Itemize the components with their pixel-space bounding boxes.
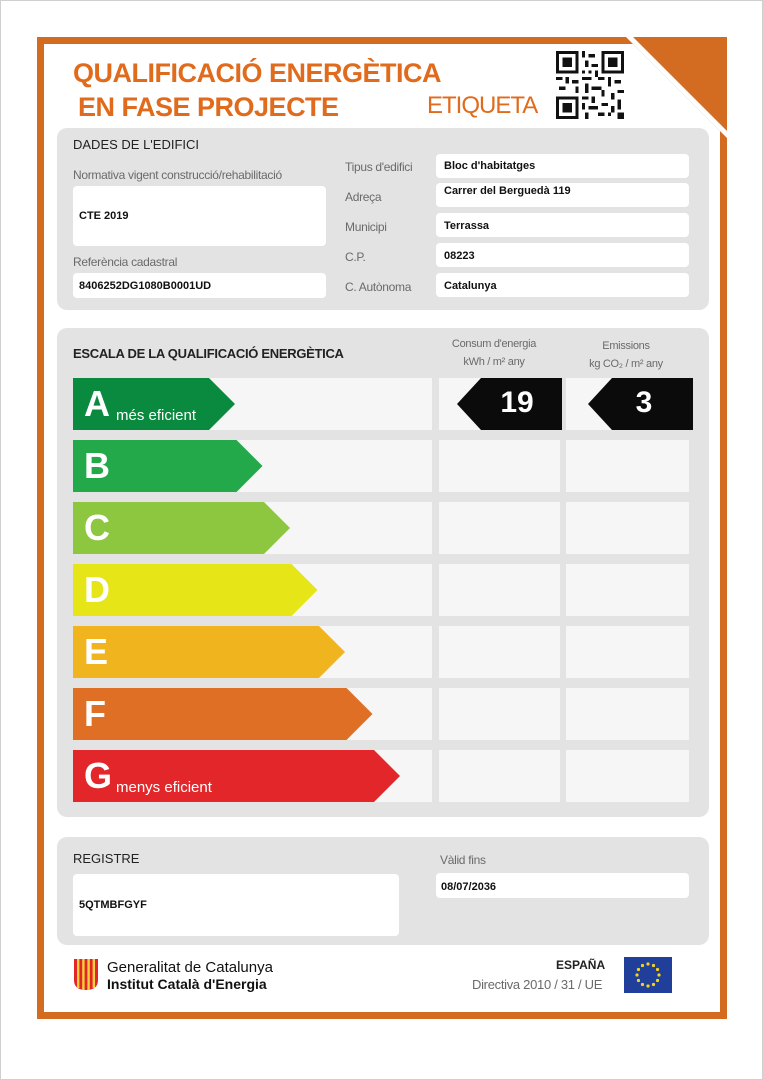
- title-line-1: QUALIFICACIÓ ENERGÈTICA: [73, 58, 442, 88]
- consumption-cell: [439, 688, 560, 740]
- emissions-cell: [566, 750, 689, 802]
- municipality-value: Terrassa: [444, 220, 490, 232]
- class-letter: D: [84, 569, 110, 610]
- class-letter: E: [84, 631, 109, 672]
- consumption-header-line-2: kWh / m² any: [463, 356, 525, 368]
- address-label: Adreça: [345, 190, 382, 204]
- region-label: C. Autònoma: [345, 280, 412, 294]
- emissions-value: 3: [635, 386, 653, 419]
- class-letter: C: [84, 507, 110, 548]
- municipality-label: Municipi: [345, 220, 387, 234]
- postcode-label: C.P.: [345, 250, 366, 264]
- directive-label: Directiva 2010 / 31 / UE: [472, 977, 603, 992]
- class-f-arrow: [73, 688, 373, 740]
- consumption-cell: [439, 626, 560, 678]
- class-letter: A: [84, 383, 110, 424]
- emissions-cell: [566, 564, 689, 616]
- postcode-value: 08223: [444, 250, 475, 262]
- building-type-label: Tipus d'edifici: [345, 160, 413, 174]
- class-caption: més eficient: [116, 407, 197, 424]
- consumption-header: [436, 335, 552, 371]
- class-letter: F: [84, 693, 106, 734]
- consumption-cell: [439, 750, 560, 802]
- building-section-title: DADES DE L'EDIFICI: [73, 137, 200, 152]
- eu-flag-icon: [624, 957, 672, 993]
- qr-code-icon: [556, 51, 624, 119]
- consumption-cell: [439, 440, 560, 492]
- consumption-header-line-1: Consum d'energia: [451, 338, 537, 350]
- country-label: ESPAÑA: [556, 958, 606, 972]
- regulation-value: CTE 2019: [79, 210, 129, 222]
- class-letter: G: [84, 755, 113, 796]
- consumption-badge: [457, 378, 562, 435]
- class-e-arrow: [73, 626, 345, 678]
- emissions-header-line-1: Emissions: [602, 340, 650, 352]
- class-letter: B: [84, 445, 110, 486]
- building-type-value: Bloc d'habitatges: [444, 160, 536, 172]
- gencat-logo-icon: [73, 958, 99, 991]
- consumption-value: 19: [500, 386, 534, 419]
- scale-title: ESCALA DE LA QUALIFICACIÓ ENERGÈTICA: [73, 346, 344, 361]
- emissions-badge: [588, 378, 693, 435]
- valid-until-value: 08/07/2036: [441, 881, 497, 893]
- title-line-2: EN FASE PROJECTE: [78, 92, 339, 122]
- org-name-line-1: Generalitat de Catalunya: [107, 959, 273, 976]
- valid-until-label: Vàlid fins: [440, 853, 486, 867]
- org-name-line-2: Institut Català d'Energia: [107, 976, 267, 992]
- regulation-label: Normativa vigent construcció/rehabilitació: [73, 168, 282, 182]
- address-value: Carrer del Berguedà 119: [444, 185, 571, 197]
- corner-fold: [626, 37, 727, 138]
- emissions-cell: [566, 626, 689, 678]
- class-caption: menys eficient: [116, 779, 212, 796]
- cadastral-value: 8406252DG1080B0001UD: [79, 280, 212, 292]
- emissions-header-line-2: kg CO₂ / m² any: [589, 358, 663, 370]
- register-label: REGISTRE: [73, 851, 140, 866]
- label-word: ETIQUETA: [427, 92, 538, 119]
- cadastral-label: Referència cadastral: [73, 255, 178, 269]
- register-value: 5QTMBFGYF: [79, 899, 147, 911]
- emissions-cell: [566, 688, 689, 740]
- emissions-cell: [566, 502, 689, 554]
- emissions-cell: [566, 440, 689, 492]
- emissions-header: [566, 337, 686, 373]
- region-value: Catalunya: [444, 280, 497, 292]
- consumption-cell: [439, 564, 560, 616]
- consumption-cell: [439, 502, 560, 554]
